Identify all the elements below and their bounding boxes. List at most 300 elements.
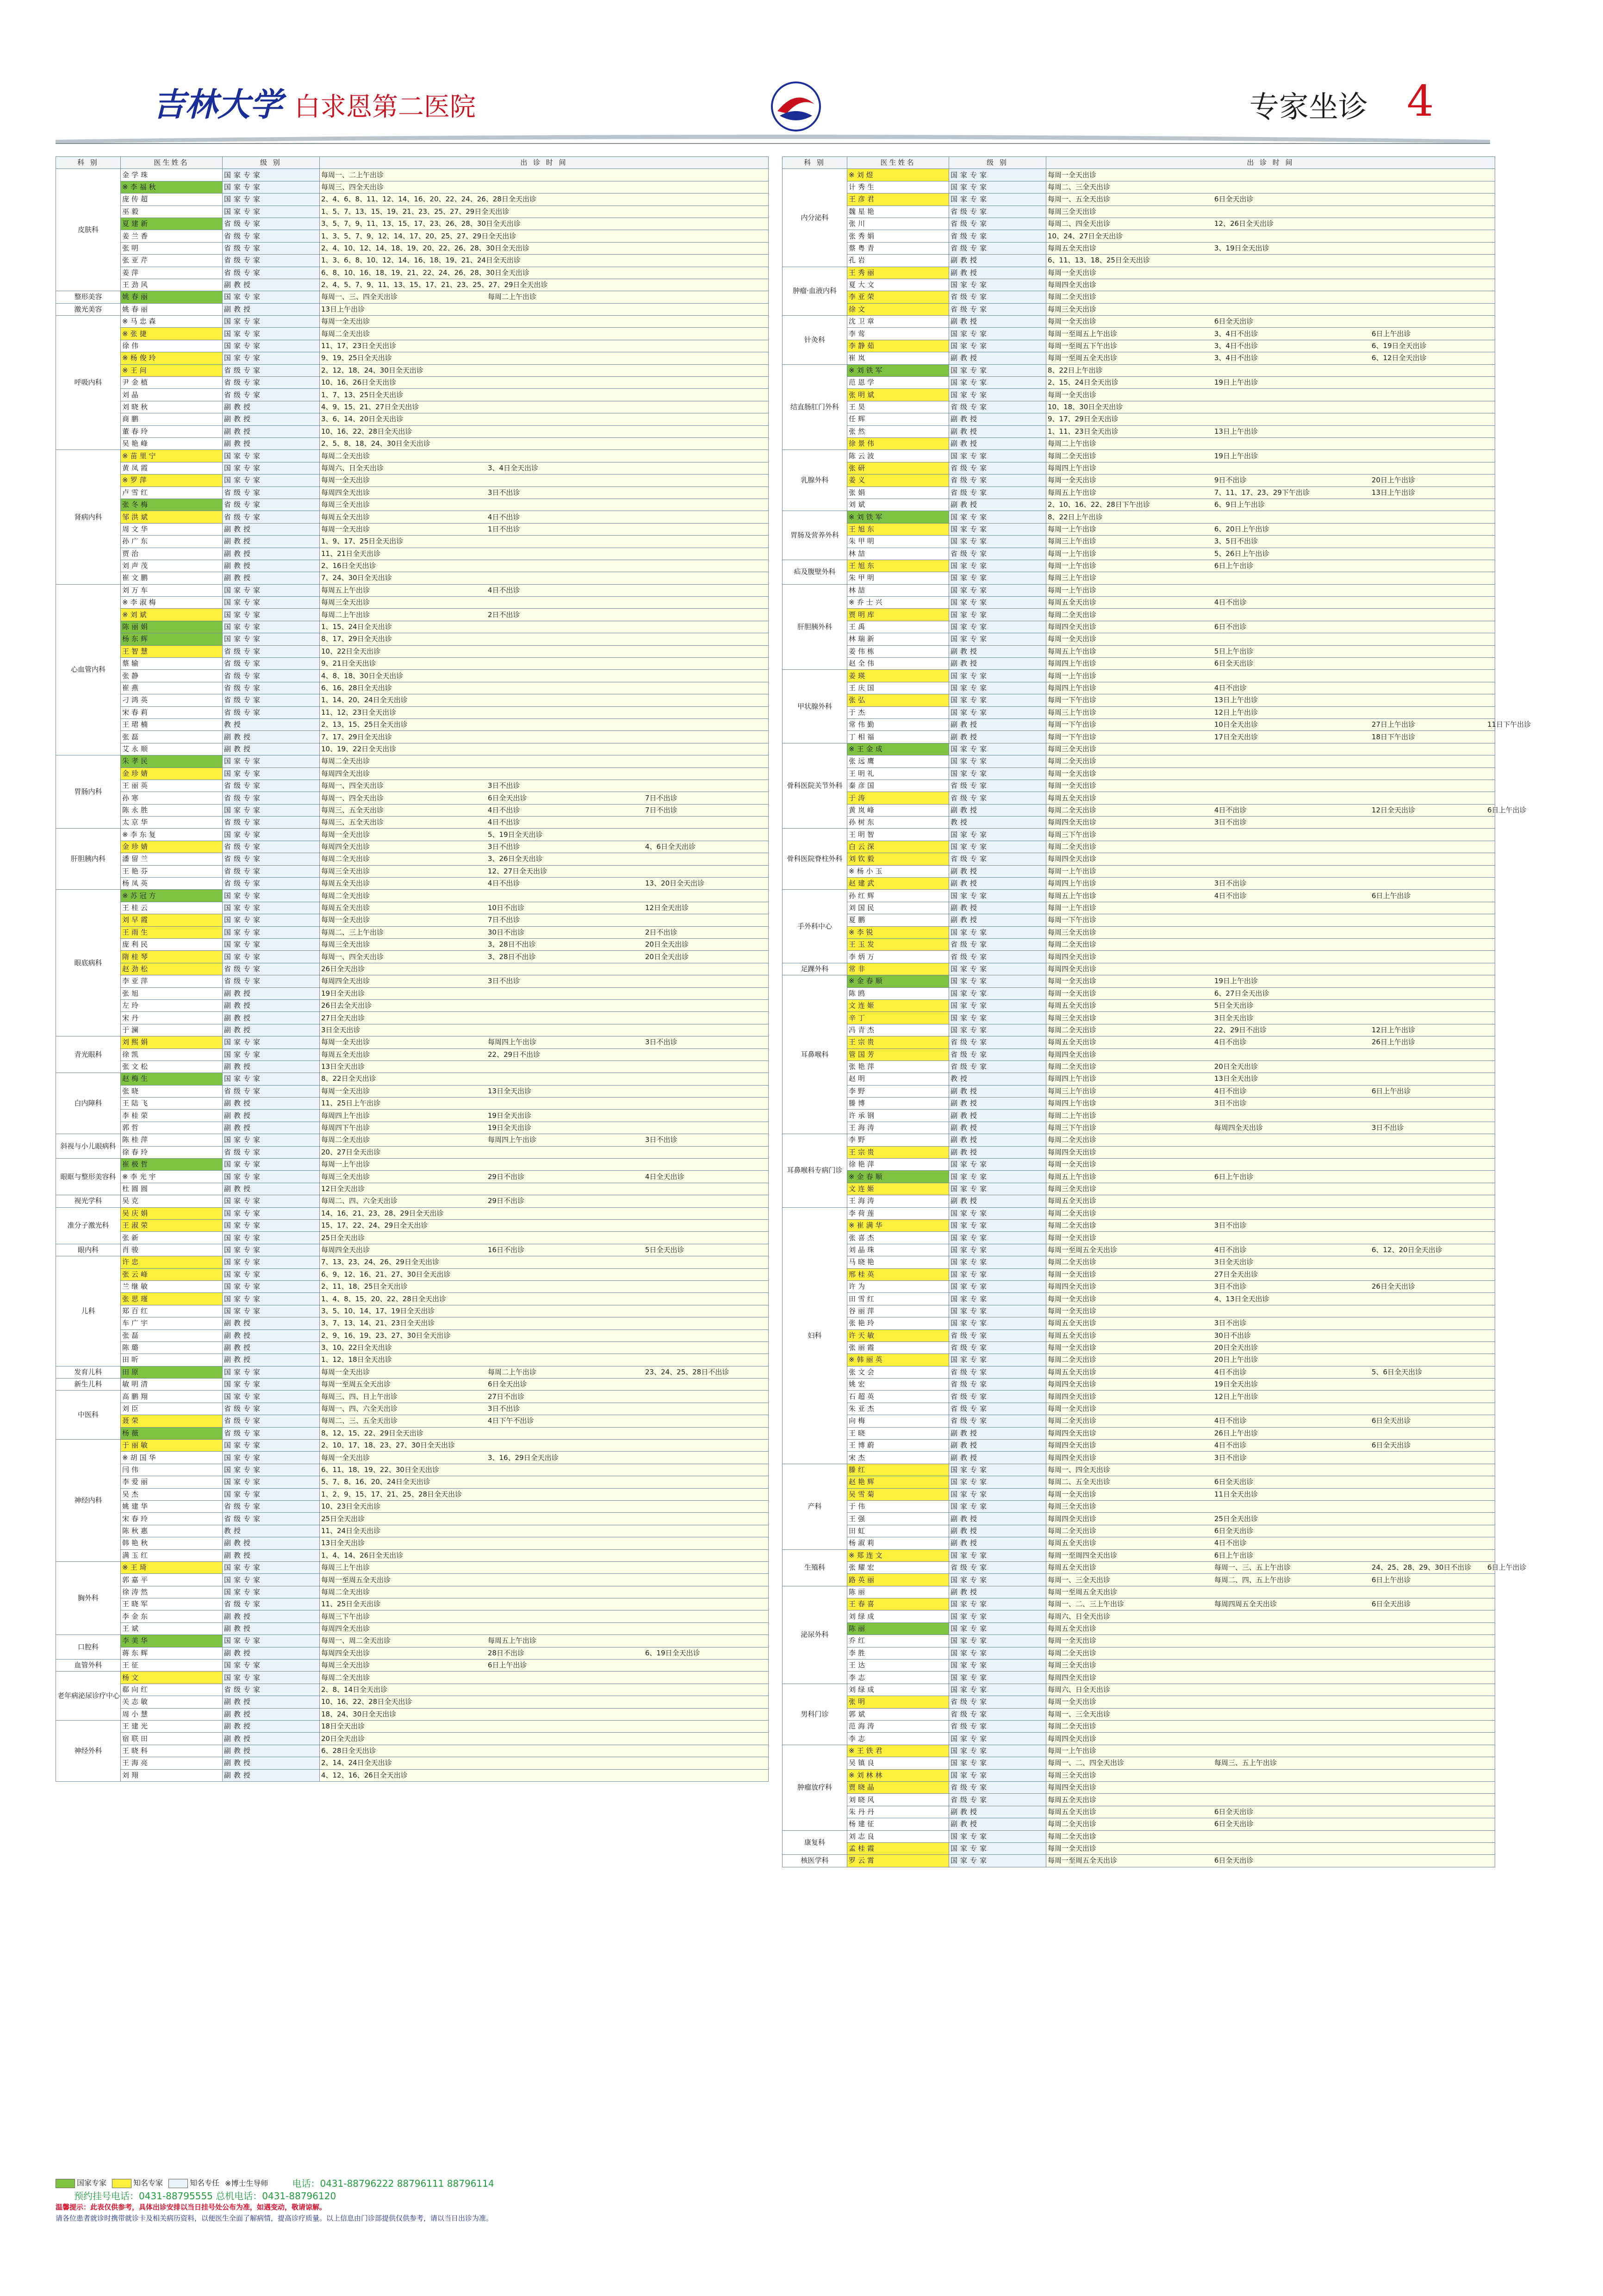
- table-row: [56, 1134, 769, 1146]
- schedule-cell: [320, 242, 769, 254]
- schedule-cell: [1046, 1672, 1495, 1684]
- level-cell: 国家专家: [223, 926, 320, 938]
- doctor-name: 李美华: [122, 1636, 150, 1645]
- doctor-name: 刘晶珠: [849, 1245, 877, 1254]
- table-row: [56, 255, 769, 267]
- schedule-text: 6日全天出诊: [488, 793, 527, 802]
- doctor-name: 王禹: [849, 623, 868, 631]
- doctor-name: 郭嘉平: [122, 1575, 150, 1584]
- schedule-text: 每周四上午出诊: [1048, 659, 1097, 668]
- table-row: [56, 1146, 769, 1158]
- schedule-text: 每周三、五上午出诊: [1214, 1759, 1277, 1767]
- schedule-text: 30日不出诊: [488, 928, 525, 936]
- doctor-name-cell: [121, 1280, 223, 1292]
- schedule-cell: [320, 865, 769, 877]
- schedule-text: 5、7、8、16、20、24日全天出诊: [321, 1478, 430, 1486]
- doctor-name-cell: [121, 1098, 223, 1110]
- doctor-name-cell: [121, 731, 223, 743]
- doctor-name: 张弘: [849, 696, 868, 705]
- doctor-name: 蔡输: [122, 659, 141, 668]
- schedule-cell: [1046, 1341, 1495, 1354]
- level-cell: 国家专家: [949, 694, 1046, 706]
- column-header: 医生姓名: [121, 157, 223, 169]
- doctor-name: 刘煜: [857, 170, 876, 179]
- schedule-cell: [320, 572, 769, 584]
- schedule-text: 每周二全天出诊: [1048, 1648, 1097, 1657]
- level-cell: 国家专家: [949, 279, 1046, 291]
- department-cell: 产科: [783, 1464, 847, 1549]
- department-cell: 骨科医院关节外科: [783, 743, 847, 829]
- level-cell: 国家专家: [949, 511, 1046, 523]
- doctor-name-cell: [847, 1696, 949, 1708]
- doctor-name: 张明斌: [849, 390, 877, 399]
- schedule-text: 每周三全天出诊: [321, 867, 370, 875]
- doctor-name: 夏大文: [849, 281, 877, 289]
- schedule-cell: [1046, 1098, 1495, 1110]
- schedule-text: 4日不出诊: [1214, 1038, 1247, 1047]
- doctor-name-cell: [847, 817, 949, 829]
- table-row: [56, 1207, 769, 1219]
- level-cell: 国家专家: [949, 377, 1046, 389]
- table-row: [783, 413, 1495, 425]
- doctor-name-cell: [121, 853, 223, 865]
- schedule-cell: [1046, 1769, 1495, 1781]
- doctor-name-cell: [847, 1855, 949, 1867]
- doctor-name-cell: [121, 1769, 223, 1781]
- level-cell: 副教授: [949, 1134, 1046, 1146]
- level-cell: 省级专家: [949, 1366, 1046, 1378]
- table-row: [56, 1500, 769, 1512]
- schedule-text: 每周二、三上午出诊: [321, 928, 384, 936]
- schedule-cell: [1046, 1195, 1495, 1207]
- schedule-text: 每周一全天出诊: [321, 1453, 370, 1462]
- doctor-name: 徐春玲: [122, 1148, 150, 1156]
- schedule-text: 3日全天出诊: [321, 1025, 360, 1034]
- schedule-cell: [1046, 1561, 1527, 1573]
- schedule-text: 26日上午出诊: [1214, 1429, 1258, 1437]
- level-cell: 副教授: [223, 548, 320, 560]
- schedule-text: 19日上午出诊: [1214, 977, 1258, 986]
- schedule-text: 4日不出诊: [1214, 1086, 1247, 1095]
- doctor-name: 邹洪斌: [122, 512, 150, 521]
- mentor-mark: ※: [849, 1551, 857, 1560]
- doctor-name-cell: [121, 1329, 223, 1341]
- doctor-name: 马忠森: [130, 317, 158, 326]
- schedule-text: 每周二全天出诊: [1048, 1722, 1097, 1731]
- schedule-text: 每周五全天出诊: [321, 904, 370, 912]
- schedule-text: 7日不出诊: [645, 793, 677, 802]
- schedule-text: 每周四全天出诊: [1048, 1783, 1097, 1792]
- doctor-name-cell: [847, 1329, 949, 1341]
- doctor-name-cell: [121, 1024, 223, 1036]
- schedule-cell: [1046, 169, 1495, 181]
- schedule-text: 每周四全天出诊: [321, 769, 370, 778]
- level-cell: 国家专家: [223, 462, 320, 474]
- doctor-name-cell: [121, 401, 223, 413]
- schedule-text: 3日全天出诊: [1214, 1258, 1254, 1267]
- department-cell: 准分子激光科: [56, 1207, 121, 1244]
- schedule-cell: [320, 255, 769, 267]
- doctor-name: 丁相福: [849, 732, 877, 741]
- doctor-name-cell: [121, 694, 223, 706]
- schedule-text: 每周四全天出诊: [1048, 1453, 1097, 1462]
- doctor-name-cell: [847, 291, 949, 303]
- level-cell: 省级专家: [223, 670, 320, 682]
- doctor-name-cell: [121, 1391, 223, 1403]
- schedule-text: 每周四上午出诊: [1048, 463, 1097, 472]
- schedule-text: 每周五全天出诊: [1048, 1539, 1097, 1547]
- table-row: [783, 682, 1495, 694]
- doctor-name: 李静茹: [849, 342, 877, 350]
- doctor-name: 田原: [122, 1367, 141, 1376]
- table-row: [56, 1586, 769, 1598]
- doctor-name-cell: [121, 1146, 223, 1158]
- schedule-text: 6日全天出诊: [1214, 1807, 1254, 1816]
- doctor-name: 张云峰: [122, 1270, 150, 1279]
- doctor-name: 乔士兴: [857, 598, 885, 607]
- doctor-name-cell: [121, 902, 223, 914]
- doctor-name-cell: [121, 829, 223, 841]
- doctor-name-cell: [121, 1684, 223, 1696]
- doctor-name-cell: [121, 450, 223, 462]
- university-name: 吉林大学: [153, 85, 282, 124]
- level-cell: 省级专家: [949, 291, 1046, 303]
- schedule-text: 每周一上午出诊: [1048, 1746, 1097, 1755]
- department-cell: 神经外科: [56, 1721, 121, 1782]
- level-cell: 国家专家: [949, 584, 1046, 596]
- schedule-text: 20日上午出诊: [1214, 1355, 1258, 1364]
- level-cell: 国家专家: [949, 1293, 1046, 1305]
- schedule-text: 每周三下午出诊: [321, 1612, 370, 1621]
- legend-item: ※博士生导师: [225, 2178, 268, 2188]
- mentor-mark: ※: [849, 512, 857, 521]
- doctor-name: 赵建武: [849, 879, 877, 888]
- schedule-text: 26日去全天出诊: [321, 1001, 372, 1010]
- schedule-text: 2、12、18、24、30日全天出诊: [321, 366, 423, 374]
- schedule-cell: [1046, 572, 1495, 584]
- doctor-name-cell: [121, 1733, 223, 1745]
- level-cell: 省级专家: [223, 242, 320, 254]
- schedule-text: 6日上午出诊: [1214, 1172, 1254, 1181]
- schedule-cell: [320, 1452, 769, 1464]
- level-cell: 国家专家: [223, 474, 320, 487]
- schedule-text: 6日全天出诊: [1214, 317, 1254, 326]
- doctor-name: 王玉发: [849, 940, 877, 949]
- level-cell: 省级专家: [949, 230, 1046, 242]
- doctor-name: 许为: [849, 1282, 868, 1291]
- schedule-text: 26日全天出诊: [1372, 1282, 1416, 1291]
- doctor-name-cell: [847, 1549, 949, 1561]
- table-row: [783, 1513, 1495, 1525]
- doctor-name: 郗向红: [122, 1685, 150, 1694]
- column-header: 级 别: [949, 157, 1046, 169]
- table-row: [783, 1488, 1495, 1500]
- level-cell: 国家专家: [949, 1500, 1046, 1512]
- doctor-name: 张静: [122, 671, 141, 680]
- department-cell: 发育儿科: [56, 1366, 121, 1378]
- schedule-text: 每周五上午出诊: [1048, 488, 1097, 497]
- doctor-name-cell: [121, 1403, 223, 1415]
- table-row: [783, 389, 1495, 401]
- schedule-text: 每周二全天出诊: [1048, 842, 1097, 851]
- doctor-name-cell: [847, 1794, 949, 1806]
- schedule-cell: [1046, 902, 1495, 914]
- doctor-name-cell: [121, 597, 223, 609]
- doctor-name: 李胜: [849, 1648, 868, 1657]
- level-cell: 省级专家: [223, 694, 320, 706]
- table-row: [783, 731, 1495, 743]
- doctor-name: 张冬梅: [122, 500, 150, 509]
- schedule-text: 每周五全天出诊: [1048, 1807, 1097, 1816]
- level-cell: 国家专家: [949, 1549, 1046, 1561]
- doctor-name-cell: [121, 487, 223, 499]
- schedule-text: 7日不出诊: [645, 805, 677, 814]
- table-row: [783, 1024, 1495, 1036]
- doctor-name: 冯青杰: [849, 1025, 877, 1034]
- level-cell: 副教授: [223, 999, 320, 1011]
- schedule-cell: [320, 1024, 769, 1036]
- schedule-text: 6日上午出诊: [1372, 891, 1411, 900]
- table-row: [56, 1036, 769, 1048]
- doctor-name-cell: [847, 1098, 949, 1110]
- level-cell: 国家专家: [949, 193, 1046, 206]
- schedule-cell: [320, 731, 769, 743]
- schedule-text: 25日全天出诊: [1214, 1514, 1258, 1523]
- schedule-text: 每周五全天出诊: [1048, 1563, 1097, 1572]
- schedule-text: 6、11、13、18、25日全天出诊: [1048, 256, 1150, 265]
- doctor-name: 宋春玲: [122, 1514, 150, 1523]
- level-cell: 省级专家: [949, 474, 1046, 487]
- doctor-name: 杨东辉: [122, 635, 150, 643]
- schedule-cell: [320, 437, 769, 449]
- schedule-cell: [1046, 939, 1495, 951]
- doctor-name: 刘铁军: [857, 512, 885, 521]
- doctor-name: 宿联田: [122, 1734, 150, 1743]
- schedule-cell: [1046, 1391, 1495, 1403]
- schedule-text: 每周一至周五全天出诊: [1048, 354, 1118, 362]
- level-cell: 国家专家: [223, 951, 320, 963]
- schedule-text: 6日上午出诊: [1487, 805, 1527, 814]
- schedule-text: 每周一、四、六全天出诊: [321, 1404, 398, 1413]
- doctor-name: 徐景伟: [849, 439, 877, 448]
- table-row: [56, 975, 769, 987]
- doctor-name: 刘臣: [122, 1404, 141, 1413]
- doctor-name: 王旭东: [849, 562, 877, 570]
- doctor-name-cell: [847, 829, 949, 841]
- table-row: [783, 181, 1495, 193]
- doctor-name: 王劲风: [122, 281, 150, 289]
- schedule-cell: [320, 755, 769, 767]
- level-cell: 国家专家: [949, 328, 1046, 340]
- doctor-name-cell: [847, 474, 949, 487]
- level-cell: 国家专家: [949, 597, 1046, 609]
- level-cell: 国家专家: [223, 609, 320, 621]
- table-row: [783, 853, 1495, 865]
- level-cell: 国家专家: [223, 1256, 320, 1268]
- schedule-text: 每周一全天出诊: [1048, 1294, 1097, 1303]
- level-cell: 国家专家: [223, 1379, 320, 1391]
- table-row: [56, 1110, 769, 1122]
- doctor-name: 胡国华: [130, 1453, 158, 1462]
- schedule-text: 9、21日全天出诊: [321, 659, 376, 668]
- schedule-cell: [320, 462, 769, 474]
- doctor-name-cell: [847, 841, 949, 853]
- schedule-cell: [320, 829, 769, 841]
- level-cell: 副教授: [949, 425, 1046, 437]
- doctor-name: 陈丽: [849, 1624, 868, 1633]
- level-cell: 省级专家: [949, 951, 1046, 963]
- schedule-cell: [320, 1110, 769, 1122]
- schedule-cell: [320, 939, 769, 951]
- table-row: [56, 462, 769, 474]
- schedule-cell: [1046, 951, 1495, 963]
- doctor-name: 太京华: [122, 818, 150, 827]
- schedule-text: 每周一下午出诊: [1048, 720, 1097, 729]
- schedule-text: 每周四全天出诊: [1048, 623, 1097, 631]
- doctor-name: 张艳萍: [849, 1062, 877, 1071]
- schedule-cell: [1046, 230, 1495, 242]
- schedule-text: 3日不出诊: [488, 781, 520, 790]
- level-cell: 国家专家: [223, 1207, 320, 1219]
- schedule-text: 18、24、30日全天出诊: [321, 1710, 397, 1718]
- schedule-cell: [1046, 987, 1495, 999]
- schedule-text: 3日不出诊: [488, 977, 520, 986]
- schedule-text: 每周四全天出诊: [321, 1624, 370, 1633]
- doctor-name-cell: [121, 939, 223, 951]
- doctor-name: 范海涛: [849, 1722, 877, 1731]
- doctor-name: 肖骏: [122, 1245, 141, 1254]
- doctor-name: 王琦: [130, 1563, 149, 1572]
- schedule-text: 3日不出诊: [1214, 1099, 1247, 1108]
- table-row: [783, 474, 1495, 487]
- schedule-text: 每周一、二、三上午出诊: [1048, 1600, 1125, 1609]
- level-cell: 国家专家: [949, 1159, 1046, 1171]
- doctor-name-cell: [121, 364, 223, 376]
- schedule-text: 每周二全天出诊: [1048, 451, 1097, 460]
- schedule-cell: [1046, 1537, 1495, 1549]
- doctor-name-cell: [121, 767, 223, 780]
- schedule-cell: [320, 767, 769, 780]
- doctor-name: 贾明库: [849, 610, 877, 619]
- table-row: [56, 1219, 769, 1231]
- level-cell: 国家专家: [949, 1317, 1046, 1329]
- table-row: [56, 1708, 769, 1720]
- schedule-cell: [1046, 706, 1495, 718]
- doctor-name-cell: [121, 1708, 223, 1720]
- doctor-name-cell: [847, 1048, 949, 1061]
- schedule-cell: [320, 999, 769, 1011]
- doctor-name-cell: [847, 706, 949, 718]
- doctor-name: 李炳万: [849, 952, 877, 961]
- level-cell: 副教授: [949, 1098, 1046, 1110]
- page-footer: [56, 2176, 768, 2268]
- level-cell: 国家专家: [949, 1830, 1046, 1842]
- doctor-name: 聂荣: [122, 1416, 141, 1425]
- table-row: [56, 352, 769, 364]
- schedule-cell: [320, 975, 769, 987]
- legend-item: 知名专家: [112, 2177, 163, 2188]
- doctor-name: 王斌: [122, 1624, 141, 1633]
- level-cell: 省级专家: [949, 487, 1046, 499]
- level-cell: 国家专家: [949, 1024, 1046, 1036]
- schedule-text: 4日不出诊: [1214, 1416, 1247, 1425]
- hospital-logo-text: [153, 79, 476, 124]
- doctor-name-cell: [121, 230, 223, 242]
- table-row: [783, 1244, 1495, 1256]
- level-cell: 副教授: [223, 523, 320, 535]
- schedule-text: 每周一至周五全天出诊: [1048, 1245, 1118, 1254]
- mentor-mark: ※: [122, 451, 130, 460]
- schedule-text: 6、16、28日全天出诊: [321, 683, 392, 692]
- doctor-name: 满玉红: [122, 1551, 150, 1560]
- schedule-text: 每周二、四、五上午出诊: [1214, 1575, 1291, 1584]
- doctor-name: 郭哲: [122, 1123, 141, 1132]
- doctor-name-cell: [847, 1781, 949, 1793]
- level-cell: 国家专家: [223, 1488, 320, 1500]
- doctor-name-cell: [847, 1219, 949, 1231]
- schedule-cell: [320, 169, 769, 181]
- level-cell: 省级专家: [223, 792, 320, 804]
- schedule-cell: [1046, 1464, 1495, 1476]
- schedule-cell: [1046, 1219, 1495, 1231]
- doctor-name-cell: [847, 1036, 949, 1048]
- doctor-name-cell: [121, 1268, 223, 1280]
- level-cell: 副教授: [223, 425, 320, 437]
- table-row: [783, 597, 1495, 609]
- schedule-text: 3、4日不出诊: [1214, 354, 1258, 362]
- schedule-text: 10、23日全天出诊: [321, 1502, 381, 1511]
- table-row: [783, 523, 1495, 535]
- schedule-text: 每周一、五全天出诊: [1048, 195, 1111, 204]
- doctor-name: 吴艳峰: [122, 439, 150, 448]
- table-row: [783, 267, 1495, 279]
- schedule-cell: [320, 792, 769, 804]
- doctor-name: 刘铁军: [857, 366, 885, 374]
- schedule-text: 每周五全天出诊: [1048, 1624, 1097, 1633]
- schedule-text: 10、16、22、28日全天出诊: [321, 1697, 412, 1706]
- doctor-name: 杨凤英: [122, 879, 150, 888]
- doctor-name: 庞利民: [122, 940, 150, 949]
- table-row: [56, 1733, 769, 1745]
- level-cell: 省级专家: [949, 853, 1046, 865]
- table-row: [783, 206, 1495, 218]
- schedule-cell: [320, 425, 769, 437]
- schedule-cell: [1046, 1794, 1495, 1806]
- doctor-name: 姚建华: [122, 1502, 150, 1511]
- schedule-text: 3、5、7、9、11、13、15、17、23、26、28、30日全天出诊: [321, 219, 521, 228]
- schedule-cell: [320, 658, 769, 670]
- schedule-text: 每周一、三、五上午出诊: [1214, 1563, 1291, 1572]
- table-row: [783, 1757, 1495, 1769]
- doctor-name-cell: [121, 1110, 223, 1122]
- schedule-text: 每周一全天出诊: [321, 916, 370, 924]
- doctor-name-cell: [847, 548, 949, 560]
- doctor-name-cell: [121, 999, 223, 1011]
- table-row: [783, 193, 1495, 206]
- schedule-cell: [1046, 328, 1495, 340]
- level-cell: 国家专家: [949, 609, 1046, 621]
- schedule-text: 每周二全天出诊: [1048, 940, 1097, 949]
- doctor-name-cell: [121, 1610, 223, 1622]
- schedule-cell: [1046, 718, 1531, 730]
- level-cell: 副教授: [223, 1622, 320, 1635]
- schedule-table-left: [56, 156, 769, 1782]
- level-cell: 国家专家: [223, 902, 320, 914]
- doctor-name: 李锐: [857, 928, 876, 936]
- doctor-name-cell: [121, 1549, 223, 1561]
- doctor-name: 苏冠方: [130, 891, 158, 900]
- doctor-name: 张文松: [122, 1062, 150, 1071]
